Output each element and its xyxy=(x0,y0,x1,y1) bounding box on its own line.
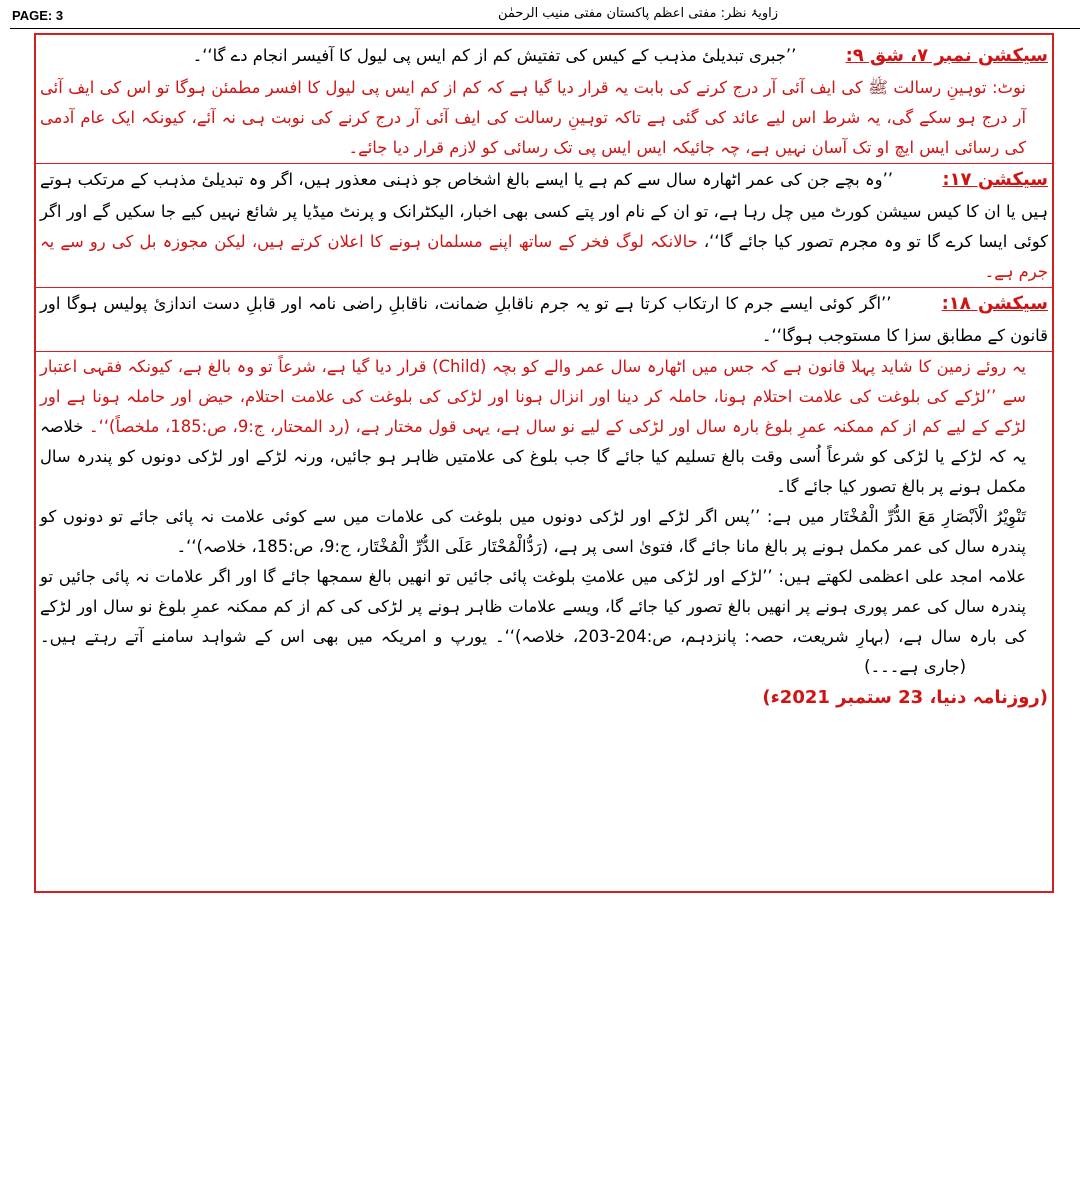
section-9 xyxy=(40,40,1048,73)
header-rule xyxy=(10,28,1080,29)
commentary-paragraph-3 xyxy=(40,562,1048,682)
page-number: PAGE: 3 xyxy=(12,8,64,23)
section-18-text: ’’اگر کوئی ایسے جرم کا ارتکاب کرتا ہے تو یہ جرم ناقابلِ ضمانت، ناقابلِ راضی نامہ اور قابلِ دست اندازیٔ پولیس ہوگا اور قانون کے مطابق سزا کا مستوجب ہوگا‘‘۔ xyxy=(40,293,1048,345)
running-header: زاویۂ نظر: مفتی اعظم پاکستان مفتی منیب الرحمٰن xyxy=(497,6,778,21)
article-body xyxy=(40,40,1048,715)
salutation-glyph: ﷺ xyxy=(868,77,888,97)
section-17-comment: حالانکہ لوگ فخر کے ساتھ اپنے مسلمان ہونے کا اعلان کرتے ہیں، لیکن مجوزہ بل کی رو سے یہ جرم ہے۔ xyxy=(40,231,1048,281)
commentary-1-highlight: یہ روئے زمین کا شاید پہلا قانون ہے کہ جس میں اٹھارہ سال عمر والے کو بچہ (Child) قرار دیا گیا ہے، شرعاً تو وہ بالغ ہے، کیونکہ فقہی اعتبار سے ’’لڑکے کی بلوغت کی علامت احتلام ہونا، حاملہ کر دینا اور انزال ہونا اور لڑکی کی بلوغت کی علامت احتلام، حیض اور حاملہ ہونا ہے اور لڑکے کے لیے کم از کم ممکنہ عمرِ بلوغ بارہ سال اور لڑکی کے لیے نو سال ہے، یہی قول مختار ہے، (رد المحتار، ج:9، ص:185، ملخصاً)‘‘۔ xyxy=(40,356,1026,436)
section-9-text: ’’جبری تبدیلیٔ مذہب کے کیس کی تفتیش کم از کم ایس پی لیول کا آفیسر انجام دے گا‘‘۔ xyxy=(192,46,797,65)
commentary-3-text: علامہ امجد علی اعظمی لکھتے ہیں: ’’لڑکے اور لڑکی میں علامتِ بلوغت پائی جائیں تو انھیں بالغ سمجھا جائے گا اور اگر علامات نہ پائی جائیں تو پندرہ سال کی عمر پوری ہونے پر انھیں بالغ تصور کیا جائے گا، ویسے علامات ظاہر ہونے پر لڑکی کی کم از کم ممکنہ عمرِ بلوغ نو سال اور لڑکے کی بارہ سال ہے، (بہارِ شریعت، حصہ: پانزدہم، ص:204-203، خلاصہ)‘‘۔ یورپ و امریکہ میں بھی اس کے شواہد سامنے آتے رہتے ہیں۔ xyxy=(40,567,1026,647)
commentary-1-rest: خلاصہ یہ کہ لڑکے یا لڑکی کو شرعاً اُسی وقت بالغ تسلیم کیا جائے گا جب بلوغ کی علامتیں ظاہر ہو جائیں، ورنہ لڑکے اور لڑکی دونوں کو پندرہ سال مکمل ہونے پر بالغ تصور کیا جائے گا۔ xyxy=(40,416,1026,496)
commentary-paragraph-1 xyxy=(40,352,1048,502)
source-date: (روزنامہ دنیا، 23 ستمبر 2021ء) xyxy=(762,687,1048,709)
note-text-2: کی ایف آئی آر درج کرنے کی بابت یہ قرار دیا گیا ہے کہ کم از کم ایس پی لیول کا افسر مطمئن ہوگا تو اس کی ایف آئی آر درج ہو سکے گی، یہ شرط اس لیے عائد کی گئی ہے تاکہ توہینِ رسالت کی ایف آئی آر درج کرنے کی نوبت ہی نہ آئے، کیونکہ ایک عام آدمی کی رسائی ایس ایچ او تک آسان نہیں ہے، چہ جائیکہ ایس ایس پی تک رسائی کو لازم قرار دیا جائے۔ xyxy=(40,77,1026,157)
section-18 xyxy=(40,288,1048,351)
commentary-paragraph-2: تَنْوِیْرُ الْاَبْصَارِ مَعَ الدُّرِّ الْمُخْتَار میں ہے: ’’پس اگر لڑکے اور لڑکی دونوں میں بلوغت کی علامات میں سے کوئی علامت نہ پائی جائے تو دونوں کو پندرہ سال کی عمر مکمل ہونے پر بالغ مانا جائے گا، فتویٰ اسی پر ہے، (رَدُّالْمُحْتَار عَلَی الدُّرِّ الْمُخْتَار، ج:9، ص:185، خلاصہ)‘‘۔ xyxy=(40,507,1026,557)
section-9-label: سیکشن نمبر ۷، شق ۹: xyxy=(845,45,1048,66)
section-17-text: ’’وہ بچے جن کی عمر اٹھارہ سال سے کم ہے یا ایسے بالغ اشخاص جو ذہنی معذور ہیں، اگر وہ تبدیلیٔ مذہب کے مرتکب ہوتے ہیں یا ان کا کیس سیشن کورٹ میں چل رہا ہے، تو ان کے نام اور پتے کسی بھی اخبار، الیکٹرانک و پرنٹ میڈیا پر شائع نہیں کیے جا سکیں گے اور اگر کوئی ایسا کرے گا تو وہ مجرم تصور کیا جائے گا‘‘، xyxy=(40,169,1048,251)
note-paragraph xyxy=(40,73,1048,163)
section-17 xyxy=(40,164,1048,287)
section-17-label: سیکشن ۱۷: xyxy=(942,168,1048,190)
section-18-label: سیکشن ۱۸: xyxy=(941,292,1048,314)
continued-note: (جاری ہے۔۔۔) xyxy=(864,657,966,677)
note-text-1: نوٹ: توہینِ رسالت xyxy=(893,77,1026,97)
